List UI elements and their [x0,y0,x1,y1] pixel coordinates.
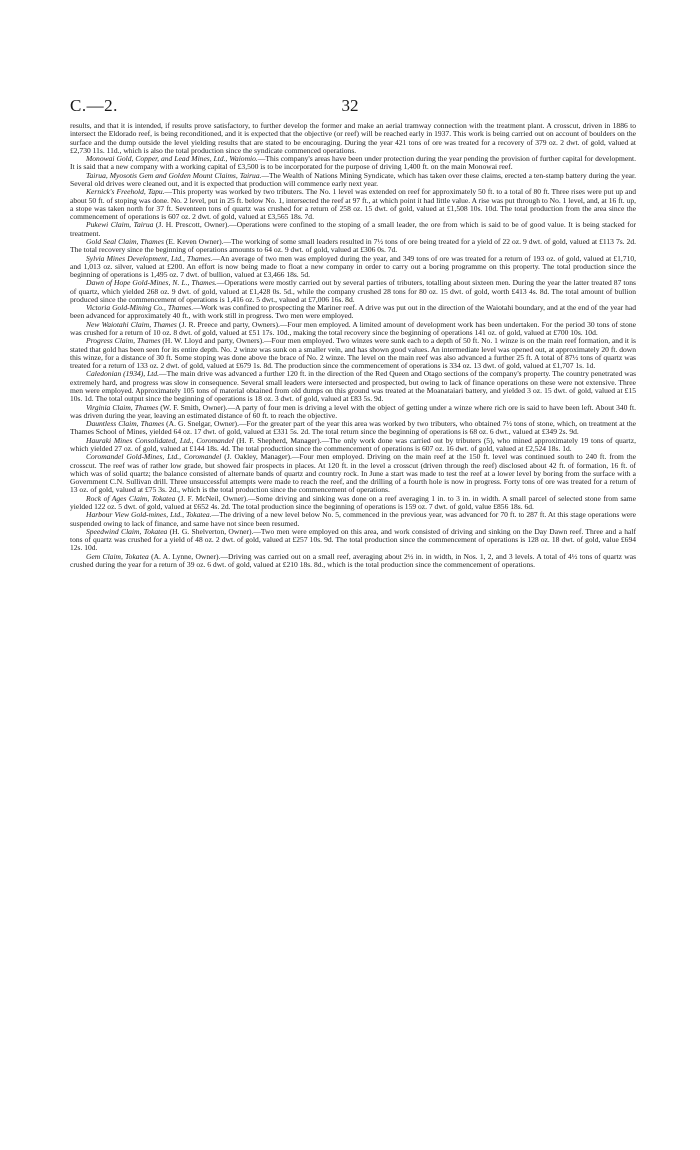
paragraph-virginia [70,404,636,421]
paragraph-title: Tairua, Myosotis Gem and Golden Mount Claims, Tairua. [86,170,262,180]
paragraph-dauntless [70,420,636,437]
paragraph-text: —Operations were mostly carried out by several parties of tributers, totalling about sixteen men. During the year the latter treated 87 tons of quartz, which yielded 268 oz. 9 dwt. of gold, valued at £1,428 0s. 5d., while the company crushed 28 tons for 80 oz. 15 dwt. of gold, worth £413 4s. 8d. The total amount of bullion produced since the commencement of operations is 1,416 oz. 5 dwt., valued at £7,006 16s. 8d. [70,278,636,304]
paragraph-harbour-view [70,511,636,528]
page-number: 32 [341,96,359,115]
paragraph-gold-seal [70,238,636,255]
paragraph-coromandel [70,453,636,494]
paragraph-title: New Waiotahi Claim, Thames [86,319,177,329]
paragraph-text: (H. F. Shepherd, Manager).—The only work done was carried out by tributers (5), who mined approximately 19 tons of quartz, which yielded 27 oz. of gold, valued at £144 18s. 4d. The total production since the commencement of operations is 607 oz. 16 dwt. of gold, valued at £2,524 18s. 1d. [70,435,637,453]
paragraph-dawn-of-hope [70,279,636,304]
paragraph-pukewi [70,221,636,238]
paragraph-title: Dawn of Hope Gold-Mines, N. L., Thames. [86,278,217,288]
paragraph-text: (J. R. Preece and party, Owners).—Four men employed. A limited amount of development work has been undertaken. For the period 30 tons of stone was crushed for a return of 10 oz. 8 dwt. of gold, valued at £51 17s. 10d., making the total recovery since the beginning of operations 141 oz. of gold, valued at £700 10s. 10d. [70,319,636,338]
paragraph-title: Victoria Gold-Mining Co., Thames. [86,303,194,313]
paragraph-text: (H. G. Shelverton, Owner).—Two men were employed on this area, and work consisted of driving and sinking on the Day Dawn reef. Three and a half tons of quartz was crushed for a yield of 48 oz. 2 dwt. of gold, valued at £257 10s. 9d. The total production since the commencement of operations is 128 oz. 18 dwt. of gold, value £694 12s. 10d. [70,526,636,553]
paragraph-text: —The driving of a new level below No. 5, commenced in the previous year, was advanced for 70 ft. to 287 ft. At this stage operations were suspended owing to lack of finance, and same have not since been resumed. [70,510,636,528]
paragraph-victoria [70,304,636,321]
paragraph-text: —Work was confined to prospecting the Mariner reef. A drive was put out in the direction of the Waiotahi boundary, and at the end of the year had been advanced for approximately 40 ft., with work still in progress. Two men were employed. [70,303,636,321]
paragraph-text: (W. F. Smith, Owner).—A party of four men is driving a level with the object of getting under a winze where rich ore is said to have been left. About 340 ft. was driven during the year, leaving an estimated distance of 60 ft. to reach the objective. [70,402,636,420]
paragraph-text: (J. H. Prescott, Owner).—Operations were confined to the stoping of a small leader, the ore from which is said to be of good value. It is being stacked for treatment. [70,220,636,238]
page-header [70,96,630,118]
paragraph-text: (J. F. McNeil, Owner).—Some driving and sinking was done on a reef averaging 1 in. to 3 in. in width. A small parcel of selected stone from same yielded 122 oz. 5 dwt. of gold, valued at £652 4s. 2d. The total production since the beginning of operations is 159 oz. 7 dwt. of gold, value £856 18s. 6d. [70,493,636,511]
paragraph-rock-of-ages [70,495,636,512]
paragraph-text: (H. W. Lloyd and party, Owners).—Four men employed. Two winzes were sunk each to a depth of 50 ft. No. 1 winze is on the main reef formation, and it is stated that gold has been seen for its entire depth. No. 2 winze was sunk on a smaller vein, and has shown good values. An intermediate level was opened out, at approximately 20 ft. down this winze, for a distance of 30 ft. Some stoping was done above the brace of No. 2 winze. The level on the main reef was also advanced a further 25 ft. A total of 87½ tons of quartz was treated for a return of 133 oz. 2 dwt. of gold, valued at £679 1s. 8d. The production since the commencement of operations is 334 oz. 13 dwt. of gold, valued at £1,707 1s. 1d. [70,336,636,371]
paragraph-text: —This company's areas have been under protection during the year pending the provision of further capital for development. It is said that a new company with a working capital of £3,500 is to be incorporated for the purpose of driving 1,400 ft. on the main Monowai reef. [70,154,637,172]
paragraph-title: Gold Seal Claim, Thames [86,236,164,246]
paragraph-title: Caledonian (1934), Ltd. [86,369,160,379]
paragraph-title: Sylvia Mines Development, Ltd., Thames. [86,253,213,263]
paragraph-caledonian [70,370,636,403]
paragraph-text: —The main drive was advanced a further 120 ft. in the direction of the Red Queen and Otago sections of the company's property. The country penetrated was extremely hard, and progress was slow in consequence. Several small leaders were intersected and prospected, but owing to lack of finance operations on these were not extensive. Three men were employed. Approximately 105 tons of material obtained from old dumps on this ground was treated at the Moanataiari battery, and yielded 3 oz. 15 dwt. of gold, valued at £15 10s. 1d. The total output since the beginning of operations is 18 oz. 3 dwt. of gold, valued at £83 5s. 9d. [70,369,637,404]
paragraph-title: Virginia Claim, Thames [86,402,159,412]
paragraph-gem [70,553,636,570]
paragraph-speedwind [70,528,636,553]
paragraph-title: Speedwind Claim, Tokatea [86,526,168,536]
paragraph-sylvia [70,255,636,280]
paragraph-title: Rock of Ages Claim, Tokatea [86,493,176,503]
paragraph-tairua [70,172,636,189]
paragraph-monowai [70,155,636,172]
paragraph-text: —An average of two men was employed during the year, and 349 tons of ore was treated for a return of 193 oz. of gold, valued at £1,710, and 1,013 oz. silver, valued at £200. An effort is now being made to float a new company in order to carry out a boring programme on this property. The total production since the beginning of operations is 1,495 oz. 7 dwt. of bullion, valued at £3,466 18s. 5d. [70,253,637,280]
paragraph-kernicks [70,188,636,221]
paragraph-title: Kernick's Freehold, Tapu. [86,187,165,197]
paragraph-intro [70,122,636,155]
paragraph-text: (E. Keven Owner).—The working of some small leaders resulted in 7½ tons of ore being treated for a yield of 22 oz. 9 dwt. of gold, valued at £113 7s. 2d. The total recovery since the beginning of operations amounts to 64 oz. 9 dwt. of gold, valued at £306 0s. 7d. [70,236,636,255]
paragraph-title: Hauraki Mines Consolidated, Ltd., Coromandel [86,435,234,445]
paragraph-text: —This property was worked by two tributers. The No. 1 level was extended on reef for approximately 50 ft. to a total of 80 ft. Three rises were put up and about 50 ft. of stoping was done. No. 2 level, put in 25 ft. below No. 1, intersected the reef at 97 ft., at which point it had little value. A rise was put through to No. 1 level, and, at 16 ft. up, a stope was taken north for 37 ft. Seventeen tons of quartz was crushed for a return of 258 oz. 15 dwt. of gold, valued at £1,508 10s. 10d. The total production from the area since the commencement of operations is 607 oz. 2 dwt. of gold, valued at £3,565 18s. 7d. [70,187,636,222]
paragraph-title: Monowai Gold, Copper, and Lead Mines, Ltd., Waiomio. [86,154,258,164]
paragraph-title: Coromandel Gold-Mines, Ltd., Coromandel [86,452,222,462]
paragraph-text: (A. G. Snelgar, Owner).—For the greater part of the year this area was worked by two tributers, who obtained 7½ tons of stone, which, on treatment at the Thames School of Mines, yielded 64 oz. 17 dwt. of gold, valued at £331 5s. 2d. The total return since the beginning of operations is 68 oz. 6 dwt., valued at £349 2s. 9d. [70,419,636,437]
report-body [70,122,636,569]
paragraph-text: (A. A. Lynne, Owner).—Driving was carried out on a small reef, averaging about 2½ in. in width, in Nos. 1, 2, and 3 levels. A total of 4½ tons of quartz was crushed during the year for a return of 39 oz. 6 dwt. of gold, valued at £210 18s. 8d., which is the total production since the commencement of operations. [70,551,637,569]
paragraph-new-waiotahi [70,321,636,338]
paragraph-text: results, and that it is intended, if results prove satisfactory, to further develop the former and make an aerial tramway connection with the treatment plant. A crosscut, driven in 1886 to intersect the Eldorado reef, is being reconditioned, and it is expected that the objective (or reef) will be reached early in 1937. This work is being carried out on account of boulders on the surface and the dump outside the level yielding results that are stated to be encouraging. During the year 421 tons of ore was treated for a recovery of 379 oz. 2 dwt. of gold, valued at £2,730 11s. 11d., which is also the total production since the syndicate commenced operations. [70,121,636,155]
paragraph-text: —The Wealth of Nations Mining Syndicate, which has taken over these claims, erected a ten-stamp battery during the year. Several old drives were cleaned out, and it is expected that production will commence early next year. [70,170,637,188]
paragraph-title: Progress Claim, Thames [86,336,161,346]
paragraph-hauraki [70,437,636,454]
document-reference: C.—2. [70,96,118,115]
paragraph-title: Pukewi Claim, Tairua [86,220,154,230]
paragraph-title: Dauntless Claim, Thames [86,419,165,429]
paragraph-text: (J. Oakley, Manager).—Four men employed. Driving on the main reef at the 150 ft. level was continued south to 240 ft. from the crosscut. The reef was of rather low grade, but showed fair prospects in places. At 120 ft. in the level a crosscut (driven through the reef) disclosed about 42 ft. of formation, 16 ft. of which was of solid quartz; the balance consisted of alternate bands of quartz and country rock. In June a start was made to test the reef at a lower level by boring from the surface with a Government C.N. Sullivan drill. Three unsuccessful attempts were made to reach the reef, and the drilling of a fourth hole is now in progress. Forty tons of ore was treated for a return of 13 oz. of gold, valued at £75 3s. 2d., which is the total production since the commencement of operations. [70,452,636,495]
paragraph-title: Harbour View Gold-mines, Ltd., Tokatea. [86,510,212,520]
paragraph-progress [70,337,636,370]
paragraph-title: Gem Claim, Tokatea [86,551,149,561]
